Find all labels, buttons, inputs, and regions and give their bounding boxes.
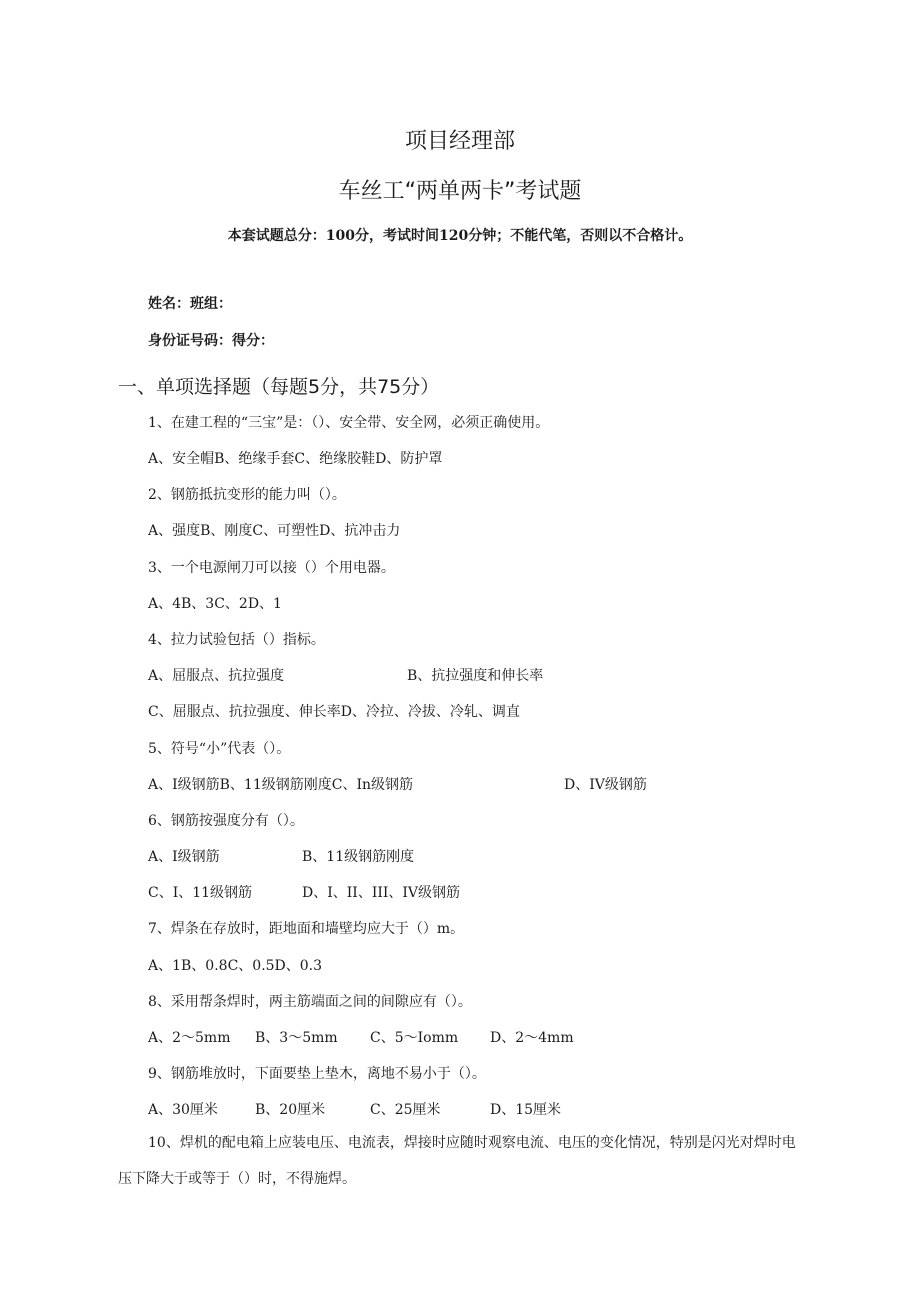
question-4: 4、拉力试验包括（）指标。 xyxy=(148,632,325,648)
question-8-option-b: B、3～5mm xyxy=(255,1030,338,1046)
question-5-options-abc: A、I级钢筋B、11级钢筋刚度C、In级钢筋 xyxy=(148,777,414,793)
question-8-option-a: A、2～5mm xyxy=(148,1030,231,1046)
question-4-options-cd: C、屈服点、抗拉强度、伸长率D、冷拉、冷拔、冷轧、调直 xyxy=(148,704,520,720)
question-8-option-d: D、2～4mm xyxy=(490,1030,574,1046)
question-9-option-b: B、20厘米 xyxy=(255,1102,326,1118)
question-7-options: A、1B、0.8C、0.5D、0.3 xyxy=(148,958,323,974)
question-3: 3、一个电源闸刀可以接（）个用电器。 xyxy=(148,560,395,576)
question-5-option-d: D、IV级钢筋 xyxy=(564,777,647,793)
question-4-option-b: B、抗拉强度和伸长率 xyxy=(407,668,544,684)
question-1: 1、在建工程的“三宝”是：（）、安全带、安全网，必须正确使用。 xyxy=(148,415,550,431)
question-9-option-c: C、25厘米 xyxy=(370,1102,441,1118)
question-6-option-a: A、I级钢筋 xyxy=(148,849,220,865)
question-3-options: A、4B、3C、2D、1 xyxy=(148,596,282,612)
org-title: 项目经理部 xyxy=(404,129,515,154)
question-6: 6、钢筋按强度分有（）。 xyxy=(148,813,304,829)
question-10: 10、焊机的配电箱上应装电压、电流表，焊接时应随时观察电流、电压的变化情况，特别是闪光对焊时电压下降大于或等于（）时，不得施焊。 xyxy=(118,1135,796,1187)
question-1-options: A、安全帽B、绝缘手套C、绝缘胶鞋D、防护罩 xyxy=(148,451,443,467)
question-5: 5、符号“小”代表（）。 xyxy=(148,741,291,757)
question-8: 8、采用帮条焊时，两主筋端面之间的间隙应有（）。 xyxy=(148,994,472,1010)
question-9-option-d: D、15厘米 xyxy=(490,1102,562,1118)
section-heading: 一、单项选择题（每题5分，共75分） xyxy=(118,376,440,398)
question-4-option-a: A、屈服点、抗拉强度 xyxy=(148,668,285,684)
exam-title: 车丝工“两单两卡”考试题 xyxy=(338,179,582,204)
exam-notice: 本套试题总分：100分，考试时间120分钟；不能代笔，否则以不合格计。 xyxy=(227,228,693,244)
question-2-options: A、强度B、刚度C、可塑性D、抗冲击力 xyxy=(148,523,401,539)
question-7: 7、焊条在存放时，距地面和墙壁均应大于（）m。 xyxy=(148,921,465,937)
question-9-option-a: A、30厘米 xyxy=(148,1102,218,1118)
name-group-field: 姓名：班组： xyxy=(148,296,232,312)
question-6-option-d: D、I、II、III、IV级钢筋 xyxy=(302,885,461,901)
id-score-field: 身份证号码：得分： xyxy=(148,333,274,349)
question-9: 9、钢筋堆放时，下面要垫上垫木，离地不易小于（）。 xyxy=(148,1066,486,1082)
question-2: 2、钢筋抵抗变形的能力叫（）。 xyxy=(148,487,346,503)
question-6-option-b: B、11级钢筋刚度 xyxy=(302,849,415,865)
question-8-option-c: C、5～Iomm xyxy=(370,1030,459,1046)
question-6-option-c: C、I、11级钢筋 xyxy=(148,885,253,901)
